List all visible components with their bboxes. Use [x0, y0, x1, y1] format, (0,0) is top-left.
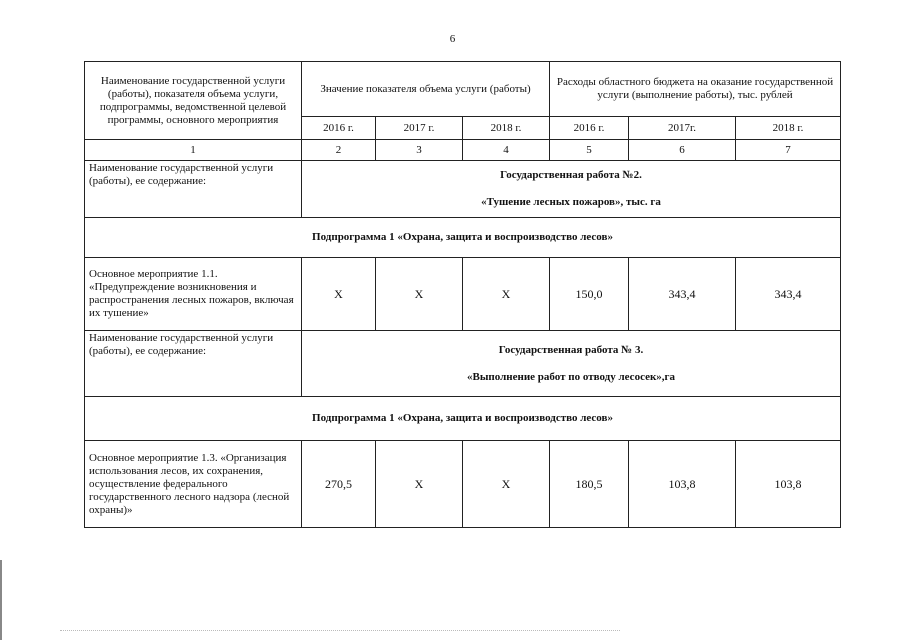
header-expense-group: Расходы областного бюджета на оказание государственной услуги (выполнение работы), тыс. рублей — [550, 62, 841, 117]
activity-name: Основное мероприятие 1.3. «Организация использования лесов, их сохранения, осуществление федерального государственного лесного надзора (лесной охраны)» — [85, 441, 302, 528]
expense-cell: 343,4 — [736, 258, 841, 331]
work-label: Наименование государственной услуги (работы), ее содержание: — [85, 331, 302, 397]
value-cell: X — [463, 258, 550, 331]
work-title-line: «Тушение лесных пожаров», тыс. га — [481, 196, 661, 208]
column-number: 4 — [463, 140, 550, 161]
work-title-row — [85, 161, 841, 218]
subprogram-title: Подпрограмма 1 «Охрана, защита и воспроизводство лесов» — [85, 397, 841, 441]
work-title-row — [85, 331, 841, 397]
column-number: 6 — [629, 140, 736, 161]
subprogram-title: Подпрограмма 1 «Охрана, защита и воспроизводство лесов» — [85, 218, 841, 258]
header-year-cell: 2017г. — [629, 117, 736, 140]
column-numbers-row — [85, 140, 841, 161]
header-year-cell: 2016 г. — [302, 117, 376, 140]
header-year-cell: 2018 г. — [736, 117, 841, 140]
column-number: 2 — [302, 140, 376, 161]
work-title-line: Государственная работа № 3. — [498, 343, 644, 356]
header-name-column: Наименование государственной услуги (работы), показателя объема услуги, подпрограммы, ведомственной целевой программы, основного мероприятия — [85, 62, 302, 140]
budget-table — [84, 61, 841, 528]
value-cell: X — [302, 258, 376, 331]
subprogram-row — [85, 397, 841, 441]
value-cell: X — [376, 441, 463, 528]
work-label: Наименование государственной услуги (работы), ее содержание: — [85, 161, 302, 218]
activity-row — [85, 441, 841, 528]
expense-cell: 180,5 — [550, 441, 629, 528]
work-title — [302, 331, 841, 397]
header-value-group: Значение показателя объема услуги (работы) — [302, 62, 550, 117]
page-number: 6 — [449, 33, 456, 45]
header-year-cell: 2017 г. — [376, 117, 463, 140]
work-title — [302, 161, 841, 218]
column-number: 1 — [85, 140, 302, 161]
work-title-line: Государственная работа №2. — [500, 169, 642, 181]
work-title-line: «Выполнение работ по отводу лесосек»,га — [466, 370, 676, 383]
header-year-cell: 2018 г. — [463, 117, 550, 140]
value-cell: X — [463, 441, 550, 528]
activity-row — [85, 258, 841, 331]
value-cell: X — [376, 258, 463, 331]
activity-name: Основное мероприятие 1.1. «Предупреждение возникновения и распространения лесных пожаров, включая их тушение» — [85, 258, 302, 331]
expense-cell: 103,8 — [629, 441, 736, 528]
expense-cell: 343,4 — [629, 258, 736, 331]
header-row — [85, 62, 841, 117]
scan-noise-line — [60, 630, 620, 632]
expense-cell: 150,0 — [550, 258, 629, 331]
column-number: 7 — [736, 140, 841, 161]
expense-cell: 103,8 — [736, 441, 841, 528]
column-number: 3 — [376, 140, 463, 161]
scan-edge-mark — [0, 560, 2, 640]
header-year-cell: 2016 г. — [550, 117, 629, 140]
value-cell: 270,5 — [302, 441, 376, 528]
column-number: 5 — [550, 140, 629, 161]
subprogram-row — [85, 218, 841, 258]
